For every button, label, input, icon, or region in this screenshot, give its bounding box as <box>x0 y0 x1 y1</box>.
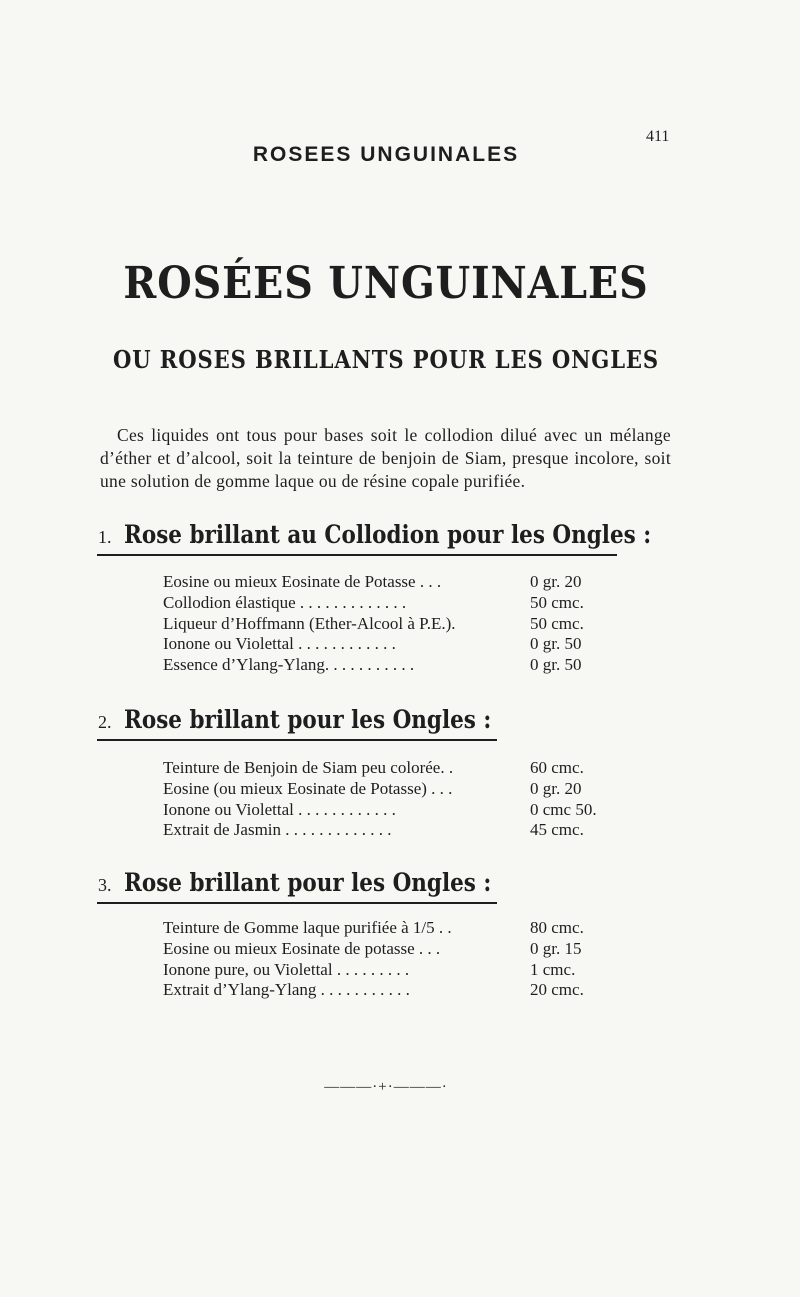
intro-paragraph: Ces liquides ont tous pour bases soit le collodion dilué avec un mélange d’éther et d’alcool, soit la teinture de benjoin de Siam, presque incolore, soit une solution de gomme laque ou de résine copale purifiée. <box>100 424 671 491</box>
heading-underline <box>97 739 497 741</box>
end-ornament: ———·+·———· <box>324 1079 448 1095</box>
ingredient-name: Ionone ou Violettal . . . . . . . . . . . . <box>163 634 396 654</box>
ingredient-quantity: 45 cmc. <box>530 820 584 840</box>
ingredient-name: Ionone ou Violettal . . . . . . . . . . . . <box>163 799 396 819</box>
ingredient-quantity: 60 cmc. <box>530 758 584 777</box>
ingredient-quantity: 0 gr. 50 <box>530 634 582 654</box>
ingredient-name: Teinture de Gomme laque purifiée à 1/5 . . <box>163 918 452 937</box>
ingredient-row <box>160 655 640 676</box>
page-number: 411 <box>646 128 670 145</box>
ingredient-quantity: 0 gr. 50 <box>530 655 582 675</box>
ingredient-name: Eosine (ou mieux Eosinate de Potasse) . . . <box>163 778 453 798</box>
ingredient-row <box>160 614 640 635</box>
chapter-title: ROSÉES UNGUINALES <box>123 258 649 309</box>
running-head: ROSEES UNGUINALES <box>252 143 520 166</box>
ingredient-row <box>160 820 640 841</box>
ingredient-name: Ionone pure, ou Violettal . . . . . . . . . <box>163 959 410 979</box>
ingredient-row <box>160 634 640 655</box>
recipe-title: Rose brillant au Collodion pour les Ongles : <box>123 520 651 549</box>
recipe-2-heading <box>98 705 551 734</box>
ingredient-quantity: 1 cmc. <box>530 959 576 979</box>
ingredient-row <box>160 572 640 593</box>
ingredient-name: Essence d’Ylang-Ylang. . . . . . . . . . . <box>163 655 415 675</box>
ingredient-name: Extrait d’Ylang-Ylang . . . . . . . . . . . <box>163 980 410 1000</box>
ingredient-quantity: 80 cmc. <box>530 918 584 937</box>
chapter-subtitle: OU ROSES BRILLANTS POUR LES ONGLES <box>112 345 660 374</box>
ingredient-quantity: 0 gr. 15 <box>530 938 582 958</box>
ingredient-name: Eosine ou mieux Eosinate de potasse . . . <box>163 938 441 958</box>
ingredient-quantity: 50 cmc. <box>530 592 584 612</box>
ingredient-row <box>160 918 640 939</box>
recipe-title: Rose brillant pour les Ongles : <box>123 705 491 734</box>
ingredient-quantity: 20 cmc. <box>530 980 584 1000</box>
ingredient-row <box>160 960 640 981</box>
ingredient-name: Teinture de Benjoin de Siam peu colorée. . <box>163 758 454 777</box>
ingredient-name: Eosine ou mieux Eosinate de Potasse . . . <box>163 572 442 591</box>
ingredient-name: Extrait de Jasmin . . . . . . . . . . . . . <box>163 820 392 840</box>
heading-underline <box>97 902 497 904</box>
ingredient-row <box>160 779 640 800</box>
ingredient-row <box>160 939 640 960</box>
heading-underline <box>97 554 617 556</box>
recipe-number: 2. <box>98 712 112 732</box>
ingredient-name: Collodion élastique . . . . . . . . . . . . . <box>163 592 407 612</box>
ingredient-row <box>160 593 640 614</box>
ingredient-row <box>160 980 640 1001</box>
recipe-3-ingredients <box>160 918 640 1001</box>
ingredient-row <box>160 800 640 821</box>
recipe-title: Rose brillant pour les Ongles : <box>123 868 491 897</box>
ingredient-quantity: 0 gr. 20 <box>530 778 582 798</box>
recipe-1-heading <box>98 520 737 549</box>
recipe-3-heading <box>98 868 551 897</box>
recipe-number: 3. <box>98 875 112 895</box>
ingredient-quantity: 0 gr. 20 <box>530 572 582 591</box>
recipe-1-ingredients <box>160 572 640 676</box>
ingredient-quantity: 0 cmc 50. <box>530 799 597 819</box>
ingredient-row <box>160 758 640 779</box>
ingredient-name: Liqueur d’Hoffmann (Ether-Alcool à P.E.). <box>163 613 456 633</box>
recipe-number: 1. <box>98 527 112 547</box>
recipe-2-ingredients <box>160 758 640 841</box>
ingredient-quantity: 50 cmc. <box>530 613 584 633</box>
